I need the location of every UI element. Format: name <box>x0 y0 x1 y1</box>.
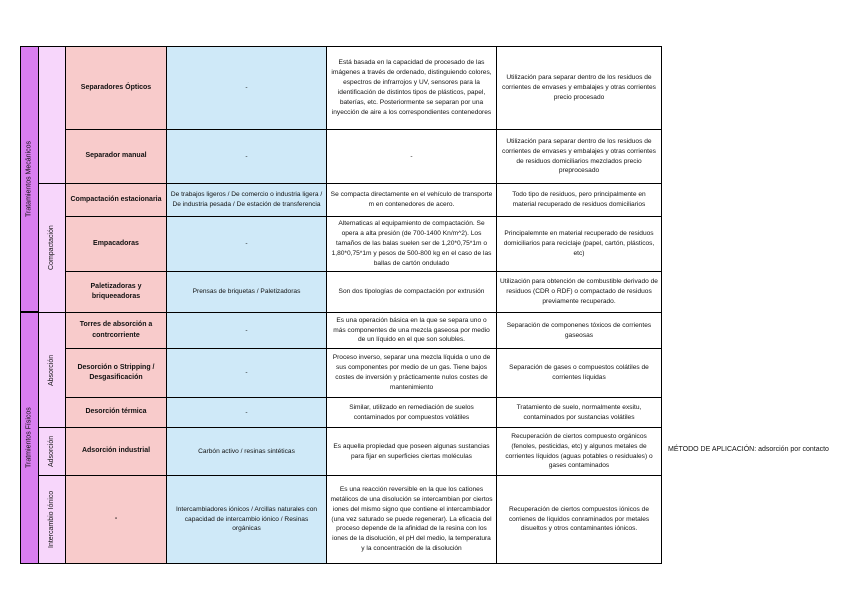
row-name: Separadores Ópticos <box>65 46 167 130</box>
row-desc: Similar, utilizado en remediación de suelos contaminados por compuestos volátiles <box>326 397 497 428</box>
row-types: Carbón activo / resinas sintéticas <box>166 427 327 476</box>
subgroup-intercambio <box>38 475 66 564</box>
row-name: Empacadoras <box>65 216 167 272</box>
row-name: Compactación estacionaria <box>65 183 167 217</box>
row-use: Recuperación de ciertos compuesto orgánicos (fenoles, pesticidas, etc) y algunos metales de corrientes líquidos (aguas potables o residuales) o gases contaminados <box>496 427 662 476</box>
row-desc: Se compacta directamente en el vehículo de transporte m en contenedores de acero. <box>326 183 497 217</box>
subgroup-adsorcion-label: Adsorción <box>47 435 55 468</box>
row-desc: Está basada en la capacidad de procesado de las imágenes a través de ordenado, distinguiendo colores, espectros de infrarrojos y UV, sensores para la identificación de distintos tipos de plásticos, papel, baterías, etc. Posteriormente se separan por una inyección de aire a los correspondientes contenedores <box>326 46 497 130</box>
row-name: Desorción térmica <box>65 397 167 428</box>
group-fisicos <box>20 312 39 564</box>
row-name: Torres de absorción a contrcorriente <box>65 312 167 349</box>
row-name: Desorción o Stripping / Desgasificación <box>65 348 167 398</box>
row-use: Separación de componenes tóxicos de corrientes gaseosas <box>496 312 662 349</box>
subgroup-compactacion <box>38 183 66 313</box>
row-use: Utilización para obtención de combustible derivado de residuos (CDR o RDF) o compactado de residuos previamente recuperado. <box>496 271 662 313</box>
row-types: - <box>166 46 327 130</box>
row-name: Separador manual <box>65 129 167 184</box>
subgroup-blank-1 <box>38 46 66 184</box>
row-use: Utilización para separar dentro de los residuos de corrientes de envases y embalajes y otras corrientes de residuos domiciliarios mezclados precio preprocesado <box>496 129 662 184</box>
group-fisicos-label: Tratmientos Físicos <box>25 407 33 469</box>
row-name: - <box>65 475 167 564</box>
subgroup-absorcion-label: Absorción <box>47 354 55 386</box>
row-name: Paletizadoras y briqueeadoras <box>65 271 167 313</box>
row-use: Recuperación de ciertos compuestos iónicos de corrienes de líquidos conraminados por metales disueltos y otros contaminantes iónicos. <box>496 475 662 564</box>
subgroup-compactacion-label: Compactación <box>47 225 55 271</box>
side-note: MÉTODO DE APLICACIÓN: adsorción por contacto <box>668 446 829 453</box>
row-types: - <box>166 216 327 272</box>
row-desc: Es una reacción reversible en la que los cationes metálicos de una disolución se intercambian por ciertos iones del mismo signo que contiene el intercambiador (una vez saturado se puede regenerar). La eficacia del proceso depende de la afinidad de la resina con los iones de la disolución, el pH del medio, la temperatura y la concentración de la disolución <box>326 475 497 564</box>
row-types: - <box>166 397 327 428</box>
subgroup-intercambio-label: Intercambio Iónico <box>47 490 55 549</box>
row-use: Todo tipo de residuos, pero principalmente en material recuperado de residuos domiciliarios <box>496 183 662 217</box>
row-desc: Son dos tipologías de compactación por extrusión <box>326 271 497 313</box>
subgroup-adsorcion <box>38 427 66 476</box>
row-types: Intercambiadores iónicos / Arcillas naturales con capacidad de intercambio iónico / Resinas orgánicas <box>166 475 327 564</box>
row-types: De trabajos ligeros / De comercio o industria ligera / De industria pesada / De estación de transferencia <box>166 183 327 217</box>
group-mecanicos-label: Tratamientos Mecánicos <box>25 141 33 217</box>
row-desc: Es aquella propiedad que poseen algunas sustancias para fijar en superficies ciertas moléculas <box>326 427 497 476</box>
row-types: - <box>166 129 327 184</box>
row-types: - <box>166 348 327 398</box>
row-use: Utilización para separar dentro de los residuos de corrientes de envases y embalajes y otras corrientes precio procesado <box>496 46 662 130</box>
row-types: - <box>166 312 327 349</box>
row-desc: Proceso inverso, separar una mezcla líquida o uno de sus componentes por medio de un gas. Tiene bajos costes de inversión y prácticamente nulos costes de mantenimiento <box>326 348 497 398</box>
row-desc: Alternaticas al equipamiento de compactación. Se opera a alta presión (de 700-1400 Kn/m^2). Los tamaños de las balas suelen ser de 1,20*0,75*1m o 1,80*0,75*1m y pesos de 500-800 kg en el caso de las ballas de cartón ondulado <box>326 216 497 272</box>
row-types: Prensas de briquetas / Paletizadoras <box>166 271 327 313</box>
row-use: Principalemnte en material recuperado de residuos domiciliarios para reciclaje (papel, cartón, plásticos, etc) <box>496 216 662 272</box>
row-name: Adsorción industrial <box>65 427 167 476</box>
row-use: Tratamiento de suelo, normalmente exsitu, contaminados por sustancias volátiles <box>496 397 662 428</box>
row-desc: - <box>326 129 497 184</box>
subgroup-absorcion <box>38 312 66 428</box>
group-mecanicos <box>20 46 39 312</box>
row-desc: Es una operación básica en la que se separa uno o más componentes de una mezcla gaseosa por medio de un líquido en el que son solubles. <box>326 312 497 349</box>
row-use: Separación de gases o compuestos colátiles de corrientes líquidas <box>496 348 662 398</box>
